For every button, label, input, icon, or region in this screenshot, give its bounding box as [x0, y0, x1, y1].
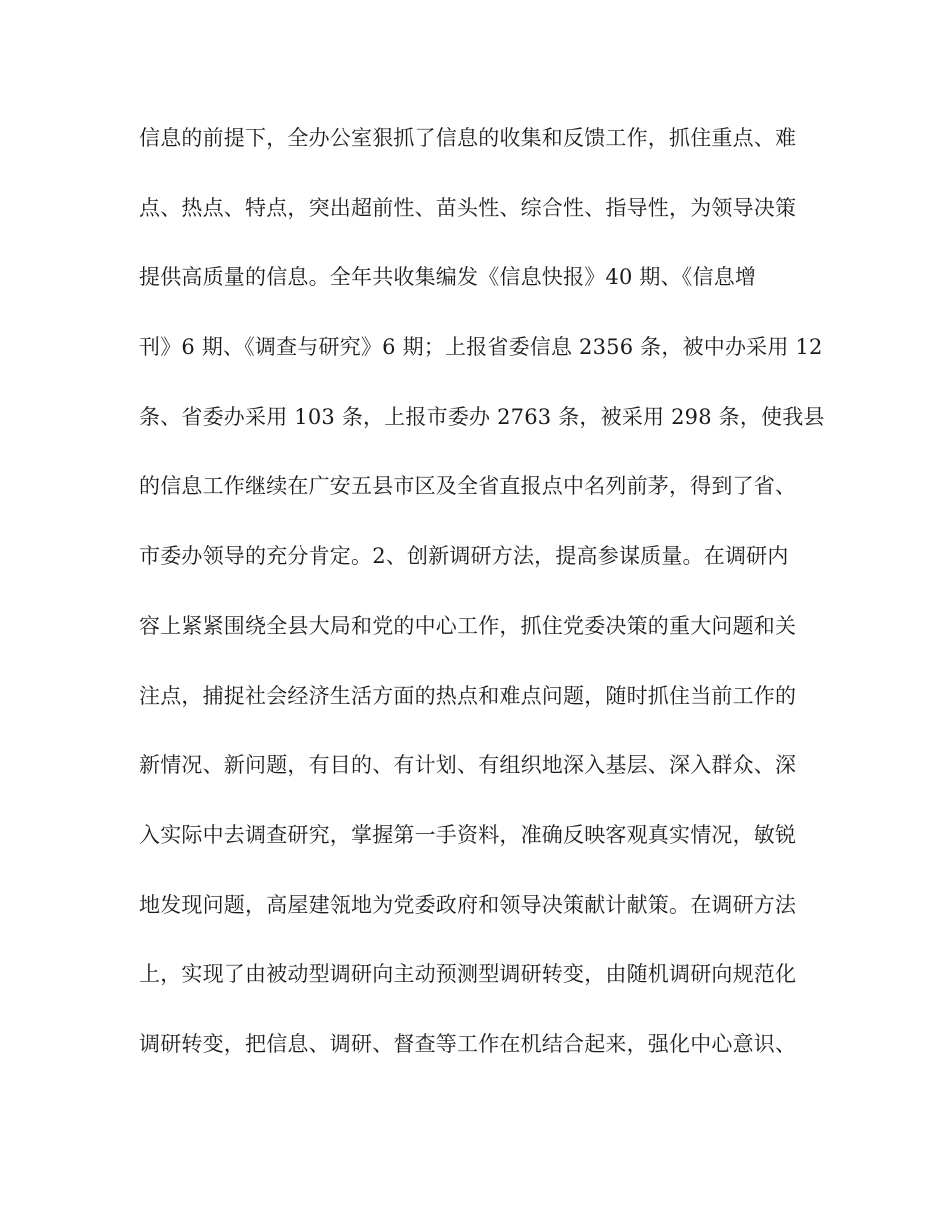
text-line: 点、热点、特点，突出超前性、苗头性、综合性、指导性，为领导决策 — [139, 195, 797, 220]
text-line: 市委办领导的充分肯定。2、创新调研方法，提高参谋质量。在调研内 — [139, 544, 789, 569]
text-line: 调研转变，把信息、调研、督查等工作在机结合起来，强化中心意识、 — [139, 1031, 797, 1056]
document-body — [139, 126, 825, 1102]
text-line: 信息的前提下，全办公室狠抓了信息的收集和反馈工作，抓住重点、难 — [139, 126, 797, 150]
text-line: 上，实现了由被动型调研向主动预测型调研转变，由随机调研向规范化 — [139, 962, 797, 987]
text-line: 刊》6 期、《调查与研究》6 期；上报省委信息 2356 条，被中办采用 12 — [139, 335, 823, 360]
text-line: 注点，捕捉社会经济生活方面的热点和难点问题，随时抓住当前工作的 — [139, 683, 797, 708]
text-line: 新情况、新问题，有目的、有计划、有组织地深入基层、深入群众、深 — [139, 753, 797, 778]
text-line: 的信息工作继续在广安五县市区及全省直报点中名列前茅，得到了省、 — [139, 474, 797, 499]
text-line: 条、省委办采用 103 条，上报市委办 2763 条，被采用 298 条，使我县 — [139, 404, 825, 429]
text-line: 入实际中去调查研究，掌握第一手资料，准确反映客观真实情况，敏锐 — [139, 822, 797, 847]
text-line: 容上紧紧围绕全县大局和党的中心工作，抓住党委决策的重大问题和关 — [139, 613, 797, 638]
text-line: 地发现问题，高屋建瓴地为党委政府和领导决策献计献策。在调研方法 — [139, 892, 797, 917]
text-line: 提供高质量的信息。全年共收集编发《信息快报》40 期、《信息增 — [139, 265, 757, 290]
